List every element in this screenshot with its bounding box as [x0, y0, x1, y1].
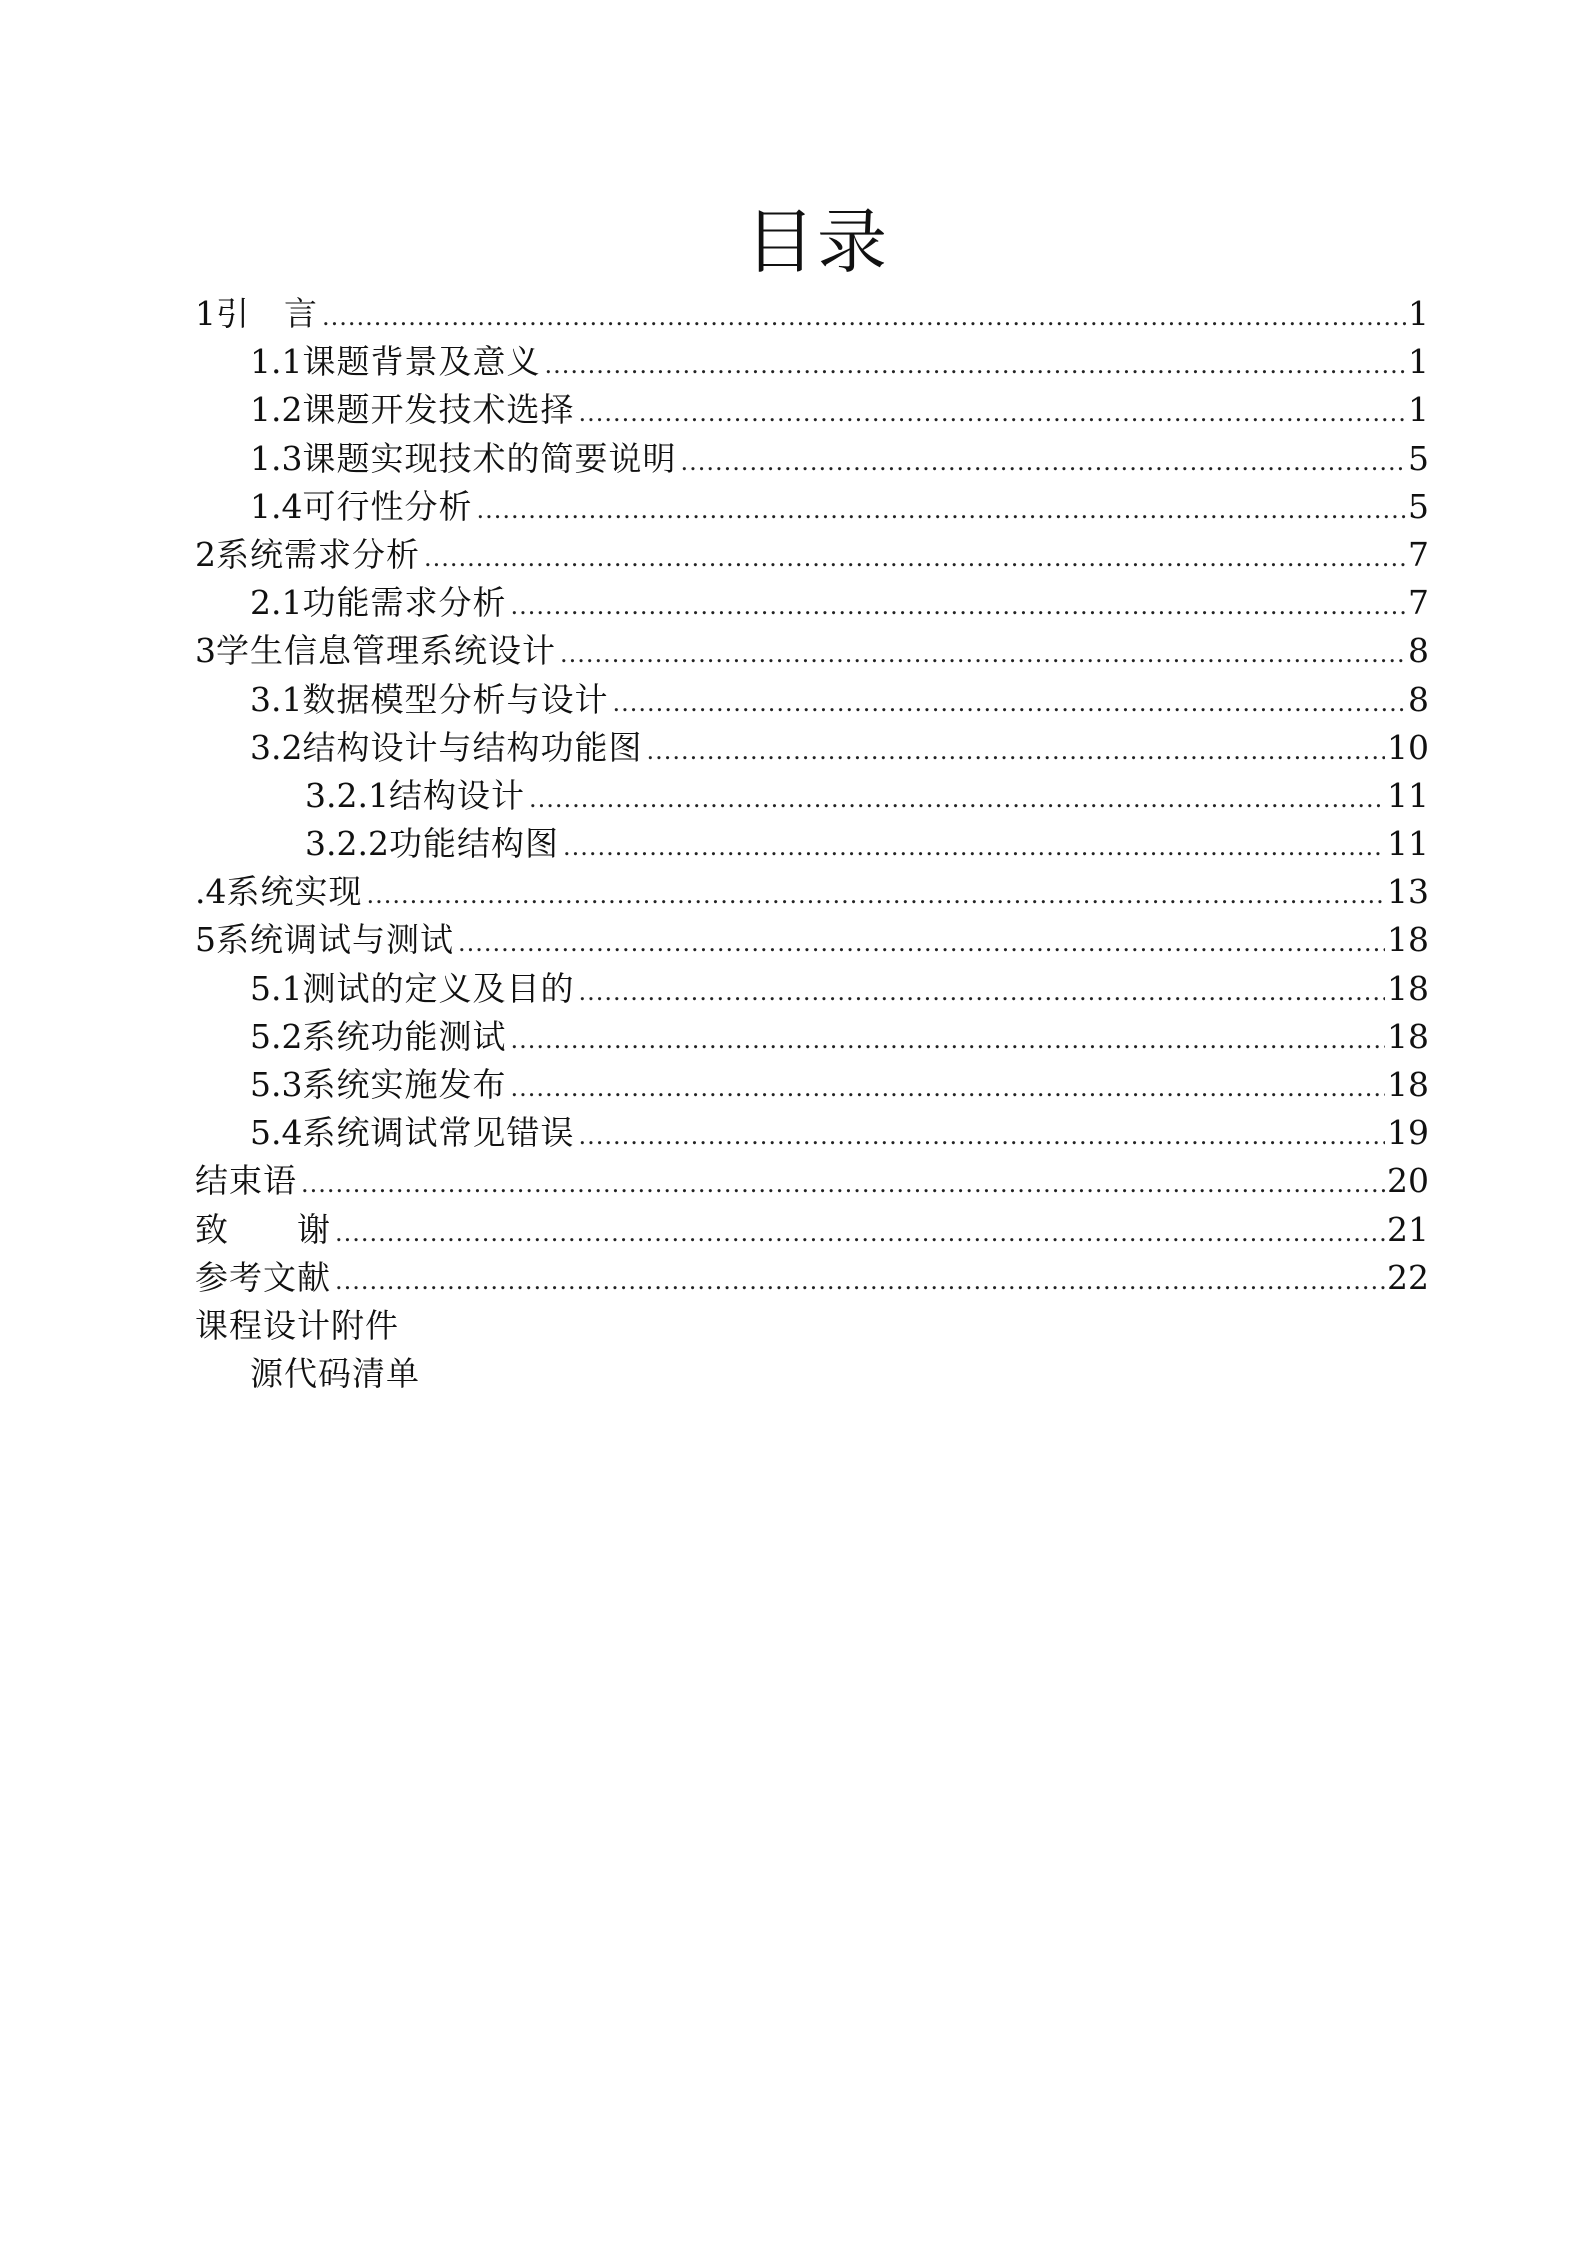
toc-entry[interactable] [195, 1061, 1429, 1109]
toc-entry-number: 1.4 [250, 486, 303, 526]
toc-entry-number: 3.2.1 [305, 775, 389, 815]
toc-entry-number: 2 [195, 534, 216, 574]
toc-entry[interactable] [195, 579, 1429, 627]
toc-entry[interactable] [195, 1206, 1429, 1254]
toc-entry-title: 测试的定义及目的 [302, 968, 575, 1008]
toc-entry-number: .4 [195, 872, 227, 912]
toc-entry-title: 系统功能测试 [302, 1016, 507, 1056]
dot-leader [560, 630, 1406, 678]
toc-entry-page: 20 [1387, 1161, 1429, 1201]
toc-entry[interactable] [195, 1013, 1429, 1061]
toc-entry-page: 11 [1387, 775, 1429, 815]
dot-leader [612, 679, 1406, 727]
toc-entry[interactable] [195, 627, 1429, 675]
toc-entry-title: 数据模型分析与设计 [302, 679, 609, 719]
toc-entry-number: 1.3 [250, 438, 303, 478]
toc-entry[interactable] [195, 1254, 1429, 1302]
toc-entry[interactable] [195, 868, 1429, 916]
toc-entry-title: 课题实现技术的简要说明 [302, 438, 677, 478]
toc-entry-page: 5 [1408, 438, 1429, 478]
toc-entry-title: 课题背景及意义 [302, 342, 541, 382]
dot-leader [367, 871, 1386, 919]
toc-entry-page: 21 [1387, 1209, 1429, 1249]
toc-entry[interactable] [195, 290, 1429, 338]
toc-entry[interactable] [195, 820, 1429, 868]
dot-leader [458, 919, 1385, 967]
toc-entry-number: 1 [195, 294, 216, 333]
dot-leader [510, 1064, 1385, 1112]
toc-entry-title: 学生信息管理系统设计 [216, 631, 556, 671]
toc-entry[interactable] [195, 338, 1429, 386]
dot-leader [563, 823, 1385, 871]
toc-entry[interactable] [195, 531, 1429, 579]
toc-entry[interactable] [195, 772, 1429, 820]
toc-entry-number: 2.1 [250, 583, 303, 623]
toc-entry-number: 3.2.2 [305, 824, 389, 864]
toc-entry[interactable] [195, 435, 1429, 483]
toc-entry[interactable] [195, 965, 1429, 1013]
dot-leader [646, 727, 1385, 775]
toc-entry-page: 18 [1387, 1065, 1429, 1104]
dot-leader [322, 293, 1406, 341]
toc-entry-page: 7 [1408, 583, 1429, 623]
toc-entry-title: 结构设计与结构功能图 [302, 727, 643, 767]
toc-entry-number: 1.2 [250, 390, 303, 430]
dot-leader [335, 1257, 1385, 1305]
toc-entry-page: 1 [1408, 294, 1429, 333]
dot-leader [424, 534, 1406, 582]
toc-entry-number: 3 [195, 631, 216, 671]
toc-entry[interactable] [195, 1109, 1429, 1157]
toc-entry-page: 11 [1387, 824, 1429, 864]
toc-entry-number: 5.4 [250, 1113, 303, 1153]
toc-entry-page: 18 [1387, 920, 1429, 960]
toc-entry-page: 10 [1387, 727, 1429, 767]
toc-entry[interactable] [195, 1302, 1429, 1350]
dot-leader [578, 968, 1385, 1016]
toc-entry-title: 系统实施发布 [302, 1065, 507, 1104]
dot-leader [680, 438, 1406, 486]
toc-entry-page: 18 [1387, 968, 1429, 1008]
toc-entry-page: 8 [1408, 631, 1429, 671]
dot-leader [578, 1112, 1385, 1160]
toc-entry[interactable] [195, 724, 1429, 772]
toc-entry-title: 课程设计附件 [195, 1305, 399, 1345]
page-title: 目录 [745, 200, 889, 283]
toc-entry-page: 18 [1387, 1016, 1429, 1056]
toc-entry-title: 可行性分析 [302, 486, 473, 526]
toc-entry[interactable] [195, 1350, 1429, 1398]
dot-leader [529, 775, 1385, 823]
toc-entry-title: 系统调试常见错误 [302, 1113, 575, 1153]
toc-entry-title: 功能需求分析 [302, 583, 507, 623]
dot-leader [335, 1209, 1385, 1257]
toc-entry-page: 1 [1408, 342, 1429, 382]
toc-entry[interactable] [195, 1157, 1429, 1205]
toc-entry-page: 8 [1408, 679, 1429, 719]
toc-entry-title: 参考文献 [195, 1257, 331, 1297]
dot-leader [510, 1016, 1385, 1064]
dot-leader [476, 486, 1406, 534]
dot-leader [544, 341, 1406, 389]
toc-entry-number: 3.2 [250, 727, 303, 767]
toc-entry-title: 系统需求分析 [216, 534, 420, 574]
toc-entry-number: 5.2 [250, 1016, 303, 1056]
toc-entry[interactable] [195, 483, 1429, 531]
dot-leader [578, 389, 1406, 437]
toc-entry-number: 5 [195, 920, 216, 960]
toc-entry-page: 22 [1387, 1257, 1429, 1297]
toc-entry-title: 结束语 [195, 1161, 297, 1201]
toc-entry-number: 5.3 [250, 1065, 303, 1104]
toc-entry[interactable] [195, 676, 1429, 724]
toc-entry-title: 系统调试与测试 [216, 920, 454, 960]
toc-entry-page: 19 [1387, 1113, 1429, 1153]
toc-entry-title: 引 言 [216, 294, 318, 333]
toc-entry-title: 系统实现 [226, 872, 363, 912]
toc-entry[interactable] [195, 916, 1429, 964]
toc-entry-title: 课题开发技术选择 [302, 390, 575, 430]
toc-entry-number: 5.1 [250, 968, 303, 1008]
toc-entry-title: 结构设计 [388, 775, 525, 815]
toc-entry[interactable] [195, 386, 1429, 434]
toc-entry-title: 致 谢 [195, 1209, 331, 1249]
toc-entry-title: 功能结构图 [388, 824, 559, 864]
toc-entry-number: 3.1 [250, 679, 303, 719]
toc-entry-page: 5 [1408, 486, 1429, 526]
toc-entry-page: 7 [1408, 534, 1429, 574]
toc-entry-page: 1 [1408, 390, 1429, 430]
dot-leader [510, 582, 1406, 630]
toc-entry-title: 源代码清单 [250, 1354, 420, 1394]
toc-entry-number: 1.1 [250, 342, 303, 382]
toc-entry-page: 13 [1387, 872, 1429, 912]
dot-leader [301, 1160, 1385, 1208]
toc-list [195, 290, 1429, 1398]
